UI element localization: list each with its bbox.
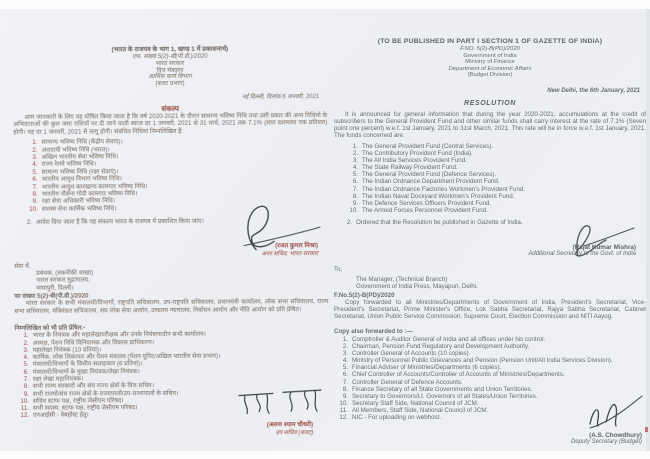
hindi-signatory2-name: (अरुण श्याम चौधरी) bbox=[266, 421, 314, 429]
english-signatory2-name: (A.S. Chowdhury) bbox=[589, 432, 642, 439]
list-item-number: 3. bbox=[352, 157, 358, 165]
list-item-number: 1. bbox=[32, 139, 38, 147]
english-signatory1-title: Additional Secretary to the Govt. of India bbox=[528, 251, 636, 257]
list-item-text: अंशदायी भविष्य निधि (भारत)। bbox=[41, 145, 110, 154]
list-item-number: 6. bbox=[32, 176, 38, 184]
list-item-number: 1. bbox=[342, 336, 348, 343]
english-signatory2-title: Deputy Secretary (Budget) bbox=[570, 439, 642, 445]
list-item-number: 5. bbox=[352, 171, 358, 179]
english-resolution-title: RESOLUTION bbox=[464, 100, 516, 107]
list-item-number: 6. bbox=[342, 371, 348, 379]
english-to-label: To, bbox=[334, 266, 343, 273]
hindi-signatory1-title: अपर सचिव, भारत सरकार bbox=[261, 251, 319, 258]
hindi-manager-line1: प्रबंधक, (तकनीकी शाखा) bbox=[36, 269, 94, 278]
list-item-number: 2. bbox=[342, 343, 348, 351]
english-copy-also-heading: Copy also forwarded to :— bbox=[334, 328, 413, 335]
list-item bbox=[344, 178, 646, 185]
scan-edge-shadow bbox=[646, 9, 650, 451]
english-paragraph-1: It is announced for general information that during the year 2020-2021, accumulations at the credit of subscribers to the General Provident Fund and other similar funds shall carry interest at the rate of 7.1% (Seven point one percent) w.e.f. 1st January, 2021 to 31st March, 2021. This rate will be in force w.e.f. 1st January, 2021. The funds concerned are: bbox=[334, 111, 646, 139]
list-item-number: 6. bbox=[23, 368, 29, 376]
list-item-number: 7. bbox=[342, 378, 348, 386]
hindi-signatory2-block bbox=[15, 419, 329, 438]
list-item-text: सभी राज्यों/संघ राज्य क्षेत्रों के राज्यपालों/उप-राज्यपालों के सचिव। bbox=[32, 389, 179, 398]
list-item bbox=[334, 364, 646, 371]
list-item-text: अखिल भारतीय सेवा भविष्य निधि। bbox=[41, 153, 119, 161]
list-item bbox=[334, 336, 646, 343]
english-manager-line1: The Manager, (Technical Branch) bbox=[356, 276, 448, 283]
english-signatory2-block bbox=[334, 432, 646, 445]
list-item-number: 12. bbox=[339, 414, 348, 422]
list-item-text: एनआईसी - वेबहोस्ट हेतु। bbox=[33, 411, 89, 420]
hindi-dept-line: आर्थिक कार्य विभाग bbox=[148, 74, 192, 81]
list-item-number: 8. bbox=[32, 190, 38, 198]
list-item-text: NIC - For uploading on webhost. bbox=[352, 414, 442, 422]
list-item-number: 4. bbox=[23, 353, 29, 361]
list-item-text: Ministry of Personnel Public Grievances and Pension (Pension Unit/All India Services Division). bbox=[352, 357, 613, 365]
list-item bbox=[334, 343, 646, 350]
list-item-text: Chief Controller of Accounts/Controller of Accounts of Ministries/Departments. bbox=[352, 371, 565, 379]
list-item bbox=[344, 171, 646, 178]
list-item bbox=[344, 186, 646, 193]
hindi-funds-list bbox=[13, 137, 327, 213]
list-item-text: Finance Secretary of all State Governments and Union Territories. bbox=[352, 385, 533, 393]
list-item-number: 10. bbox=[29, 205, 38, 213]
list-item-text: The General Provident Fund (Central Services). bbox=[362, 143, 494, 150]
list-item-number: 1. bbox=[352, 143, 358, 150]
hindi-copy-also-heading: निम्नलिखित को भी प्रति प्रेषित:- bbox=[14, 324, 86, 332]
list-item-number: 8. bbox=[342, 385, 348, 393]
list-item-text: The All India Services Provident Fund. bbox=[362, 157, 467, 165]
hindi-manager-line3: मायापुरी, दिल्ली। bbox=[36, 284, 74, 292]
english-dateline: New Delhi, the 6th January, 2021 bbox=[547, 88, 640, 94]
list-item-number: 5. bbox=[23, 361, 29, 369]
hindi-to-label: सेवा में, bbox=[14, 262, 31, 270]
list-item-text: सशस्त्र सेना कार्मिक भविष्य निधि। bbox=[41, 205, 117, 213]
english-publish-line: (TO BE PUBLISHED IN PART I SECTION 1 OF GAZETTE OF INDIA) bbox=[377, 38, 603, 45]
list-item-number: 4. bbox=[352, 164, 358, 172]
list-item bbox=[344, 200, 646, 207]
list-item-text: अध्यक्ष, पेंशन निधि विनियामक और विकास प्राधिकरण। bbox=[32, 338, 155, 347]
hindi-file-number-2: फा संख्या 5(2)-बी(पी.डी.)/2020 bbox=[14, 292, 89, 300]
list-item-number: 9. bbox=[23, 390, 29, 398]
list-item-text: रक्षा लेखा महानियंत्रक। bbox=[32, 375, 84, 383]
list-item-number: 9. bbox=[32, 198, 38, 206]
english-file-number: F.NO. 5(2)-B(PD)/2020 bbox=[460, 46, 520, 52]
list-item bbox=[344, 150, 646, 157]
list-item bbox=[334, 386, 646, 393]
hindi-division-line: (बजट प्रभाग) bbox=[155, 81, 185, 88]
list-item-number: 10. bbox=[339, 399, 348, 407]
hindi-ministry-line: वित्त मंत्रालय bbox=[156, 67, 184, 74]
list-item-number: 2. bbox=[32, 146, 38, 154]
list-item-text: Financial Adviser of Ministries/Departments (6 copies). bbox=[352, 364, 502, 372]
list-item-number: 9. bbox=[342, 392, 348, 400]
list-item-text: भारत के नियंत्रक और महालेखापरीक्षक और उनके नियंत्रणाधीन सभी कार्यालय। bbox=[32, 330, 206, 340]
list-item-text: Controller General of Accounts (10 copies). bbox=[352, 350, 471, 358]
list-item-text: भारतीय आयुध कारखाना कामगार भविष्य निधि। bbox=[41, 182, 148, 191]
list-item-text: सामान्य भविष्य निधि (केंद्रीय सेवाएं)। bbox=[41, 138, 123, 147]
list-item bbox=[344, 143, 646, 150]
list-item-number: 7. bbox=[352, 185, 358, 193]
hindi-page bbox=[13, 35, 329, 447]
list-item bbox=[344, 157, 646, 164]
hindi-copy-block bbox=[14, 291, 328, 315]
signature-handwritten-devanagari bbox=[235, 387, 325, 418]
list-item-text: सभी सदस्य, स्टाफ पक्ष, राष्ट्रीय जेसीएम परिषद। bbox=[32, 404, 138, 413]
list-item-number: 4. bbox=[342, 357, 348, 365]
list-item-text: सामान्य भविष्य निधि (रक्षा सेवाएं)। bbox=[41, 168, 119, 176]
list-item-text: Chairman, Pension Fund Regulatory and Development Authority. bbox=[352, 343, 530, 351]
list-item-text: The Indian Naval Dockyard Workmen's Provident Fund. bbox=[362, 192, 515, 200]
list-item-text: The State Railway Provident Fund. bbox=[362, 164, 458, 172]
list-item-text: सचिव स्टाफ पक्ष, राष्ट्रीय जेसीएम परिषद। bbox=[32, 397, 124, 405]
list-item-number: 10. bbox=[349, 206, 358, 214]
list-item bbox=[344, 193, 646, 200]
ordered-text: Ordered that the Resolution be published in Gazette of India. bbox=[356, 218, 523, 226]
list-item bbox=[334, 357, 646, 364]
hindi-signatory2-title: उप सचिव (बजट) bbox=[275, 430, 314, 437]
english-division-line: (Budget Division) bbox=[467, 72, 513, 78]
list-item-text: महालेखा नियंत्रक (10 प्रतियां)। bbox=[32, 346, 102, 354]
list-item-number: 3. bbox=[23, 346, 29, 354]
list-item-number: 9. bbox=[352, 199, 358, 207]
hindi-file-number: एफ. संख्या 5(2)-बी(पी.डी.)/2020 bbox=[132, 53, 208, 61]
list-item-number: 2. bbox=[352, 150, 358, 158]
list-item-text: रक्षा सेवा अधिकारी भविष्य निधि। bbox=[41, 197, 116, 206]
hindi-signatory1-name: (रजत कुमार मिश्रा) bbox=[275, 242, 319, 250]
list-item bbox=[344, 207, 646, 214]
list-item-text: The Indian Ordnance Factories Workmen's Provident Fund. bbox=[362, 185, 526, 193]
english-ministry-line: Ministry of Finance bbox=[465, 59, 515, 65]
hindi-paragraph-1: आम जानकारी के लिए यह घोषित किया जाता है कि वर्ष 2020-2021 के दौरान सामान्य भविष्य निधि तथा उसी प्रकार की अन्य निधियों के अभिदाताओं की कुल जमा राशियों पर दी जाने वाली ब्याज दर 1 जनवरी, 2021 से 31 मार्च, 2021 तक 7.1% (सात दशमलव एक प्रतिशत) होगी। यह दर 1 जनवरी, 2021 से लागू होगी। संबंधित निधियां निम्नलिखित हैं: bbox=[13, 112, 328, 136]
list-item-number: 5. bbox=[32, 168, 38, 176]
list-item-number: 6. bbox=[352, 178, 358, 186]
list-item-number: 3. bbox=[342, 350, 348, 358]
hindi-manager-line2: भारत सरकार मुद्रणालय, bbox=[36, 276, 90, 285]
list-item-text: मंत्रालयों/विभागों के मुख्य नियंत्रक/लेखा नियंत्रक। bbox=[32, 367, 140, 376]
list-item-number: 4. bbox=[32, 161, 38, 169]
list-item-text: All Members, Staff Side, National Council of JCM. bbox=[352, 406, 489, 414]
hindi-gov-line: भारत सरकार bbox=[155, 60, 185, 67]
list-item-number: 7. bbox=[23, 375, 29, 383]
signature-as-chowdhury bbox=[582, 394, 644, 432]
list-item-number: 8. bbox=[23, 383, 29, 391]
hindi-header-block bbox=[13, 45, 327, 89]
hindi-to-block bbox=[14, 261, 328, 292]
list-item-number: 11. bbox=[20, 405, 30, 413]
english-copy-paragraph: Copy forwarded to all Ministries/Departments of Government of India, President's Secretariat, Vice-President's Secretariat, Prime Minister's Office, Lok Sabha Secretariat, Rajya Sabha Secretariat, Cabinet Secretariat, Union Public Service Commission, Supreme Court, Election Commission and NITI Aayog. bbox=[334, 299, 646, 320]
list-item-text: The Defence Services Officers Provident Fund. bbox=[362, 199, 492, 207]
hindi-publish-line: (भारत के राजपत्र के भाग 1, खण्ड 1 में प्रकाशनार्थ) bbox=[111, 45, 229, 54]
list-item-text: मंत्रालयों/विभागों के वित्तीय सलाहकार (6 प्रतियां)। bbox=[32, 360, 143, 369]
list-item-text: भारतीय आयुध विभाग भविष्य निधि। bbox=[41, 175, 122, 184]
list-item-number: 2. bbox=[23, 339, 29, 347]
english-file-number-2: F.No.5(2)-B(PD)/2020 bbox=[334, 292, 395, 299]
list-item bbox=[334, 379, 646, 386]
hindi-copy-paragraph: भारत सरकार के सभी मंत्रालयों/विभागों, राष्ट्रपति सचिवालय, उप-राष्ट्रपति सचिवालय, प्रधानमंत्री कार्यालय, लोक सभा सचिवालय, राज्य सभा सचिवालय, मंत्रिमंडल सचिवालय, संघ लोक सेवा आयोग, उच्चतम न्यायालय, निर्वाचन आयोग और नीति आयोग को प्रति प्रेषित। bbox=[14, 298, 329, 315]
list-item-number: 12. bbox=[20, 412, 30, 420]
english-copy-block bbox=[334, 292, 646, 320]
english-funds-list bbox=[334, 143, 646, 214]
list-item-number: 8. bbox=[352, 192, 358, 200]
list-item-text: Secretary Staff Side, National Council of JCM. bbox=[352, 399, 479, 407]
list-item bbox=[334, 371, 646, 378]
english-body-block bbox=[334, 111, 646, 226]
ordered-number: 2. bbox=[26, 219, 32, 227]
english-dept-line: Department of Economic Affairs bbox=[448, 65, 532, 72]
list-item-number: 7. bbox=[32, 183, 38, 191]
list-item-text: Comptroller & Auditor General of India and all offices under his control. bbox=[352, 336, 546, 343]
list-item-text: सभी राज्य सरकारों और संघ राज्य क्षेत्रों के वित्त सचिव। bbox=[32, 382, 154, 391]
hindi-resolution-title: संकल्प bbox=[161, 103, 179, 114]
hindi-dateline: नई दिल्ली, दिनांक 6 जनवरी, 2021 bbox=[242, 94, 320, 101]
list-item-number: 10. bbox=[20, 397, 29, 405]
hindi-signatory1-block bbox=[14, 240, 328, 259]
list-item bbox=[334, 350, 646, 357]
english-signatory1-block bbox=[334, 244, 646, 257]
ordered-text: आदेश दिया जाता है कि यह संकल्प भारत के राजपत्र में प्रकाशित किया जाए। bbox=[35, 218, 204, 227]
list-item-number: 11. bbox=[339, 406, 348, 414]
list-item-text: भारतीय नौसेना गोदी कामगार भविष्य निधि। bbox=[41, 190, 138, 198]
list-item-text: The Contributory Provident Fund (India). bbox=[362, 150, 473, 158]
list-item-text: Secretary to Governors/Lt. Governors of all States/Union Territories. bbox=[352, 392, 538, 400]
english-to-block bbox=[334, 266, 646, 290]
list-item-text: The General Provident Fund (Defence Services). bbox=[362, 171, 497, 179]
list-item-text: The Indian Ordnance Department Provident Fund. bbox=[362, 178, 500, 186]
english-gov-line: Government of India bbox=[463, 52, 517, 59]
list-item bbox=[344, 164, 646, 171]
english-header-block bbox=[334, 38, 646, 79]
list-item-number: 3. bbox=[32, 153, 38, 161]
list-item-number: 1. bbox=[23, 332, 29, 340]
ordered-number: 2. bbox=[346, 218, 352, 226]
english-page bbox=[334, 26, 646, 446]
english-signatory1-name: (Rajat Kumar Mishra) bbox=[572, 244, 636, 251]
english-manager-line2: Government of India Press, Mayapuri, Delhi. bbox=[356, 283, 478, 290]
list-item-text: Controller General of Defence Accounts. bbox=[352, 378, 463, 386]
list-item-number: 5. bbox=[342, 364, 348, 372]
list-item-text: The Armed Forces Personnel Provident Fund. bbox=[362, 206, 488, 214]
list-item-text: कार्मिक, लोक शिकायत और पेंशन मंत्रालय (पेंशन यूनिट/अखिल भारतीय सेवा प्रभाग)। bbox=[32, 352, 221, 361]
list-item-text: राज्य रेलवे भविष्य निधि। bbox=[41, 160, 97, 169]
